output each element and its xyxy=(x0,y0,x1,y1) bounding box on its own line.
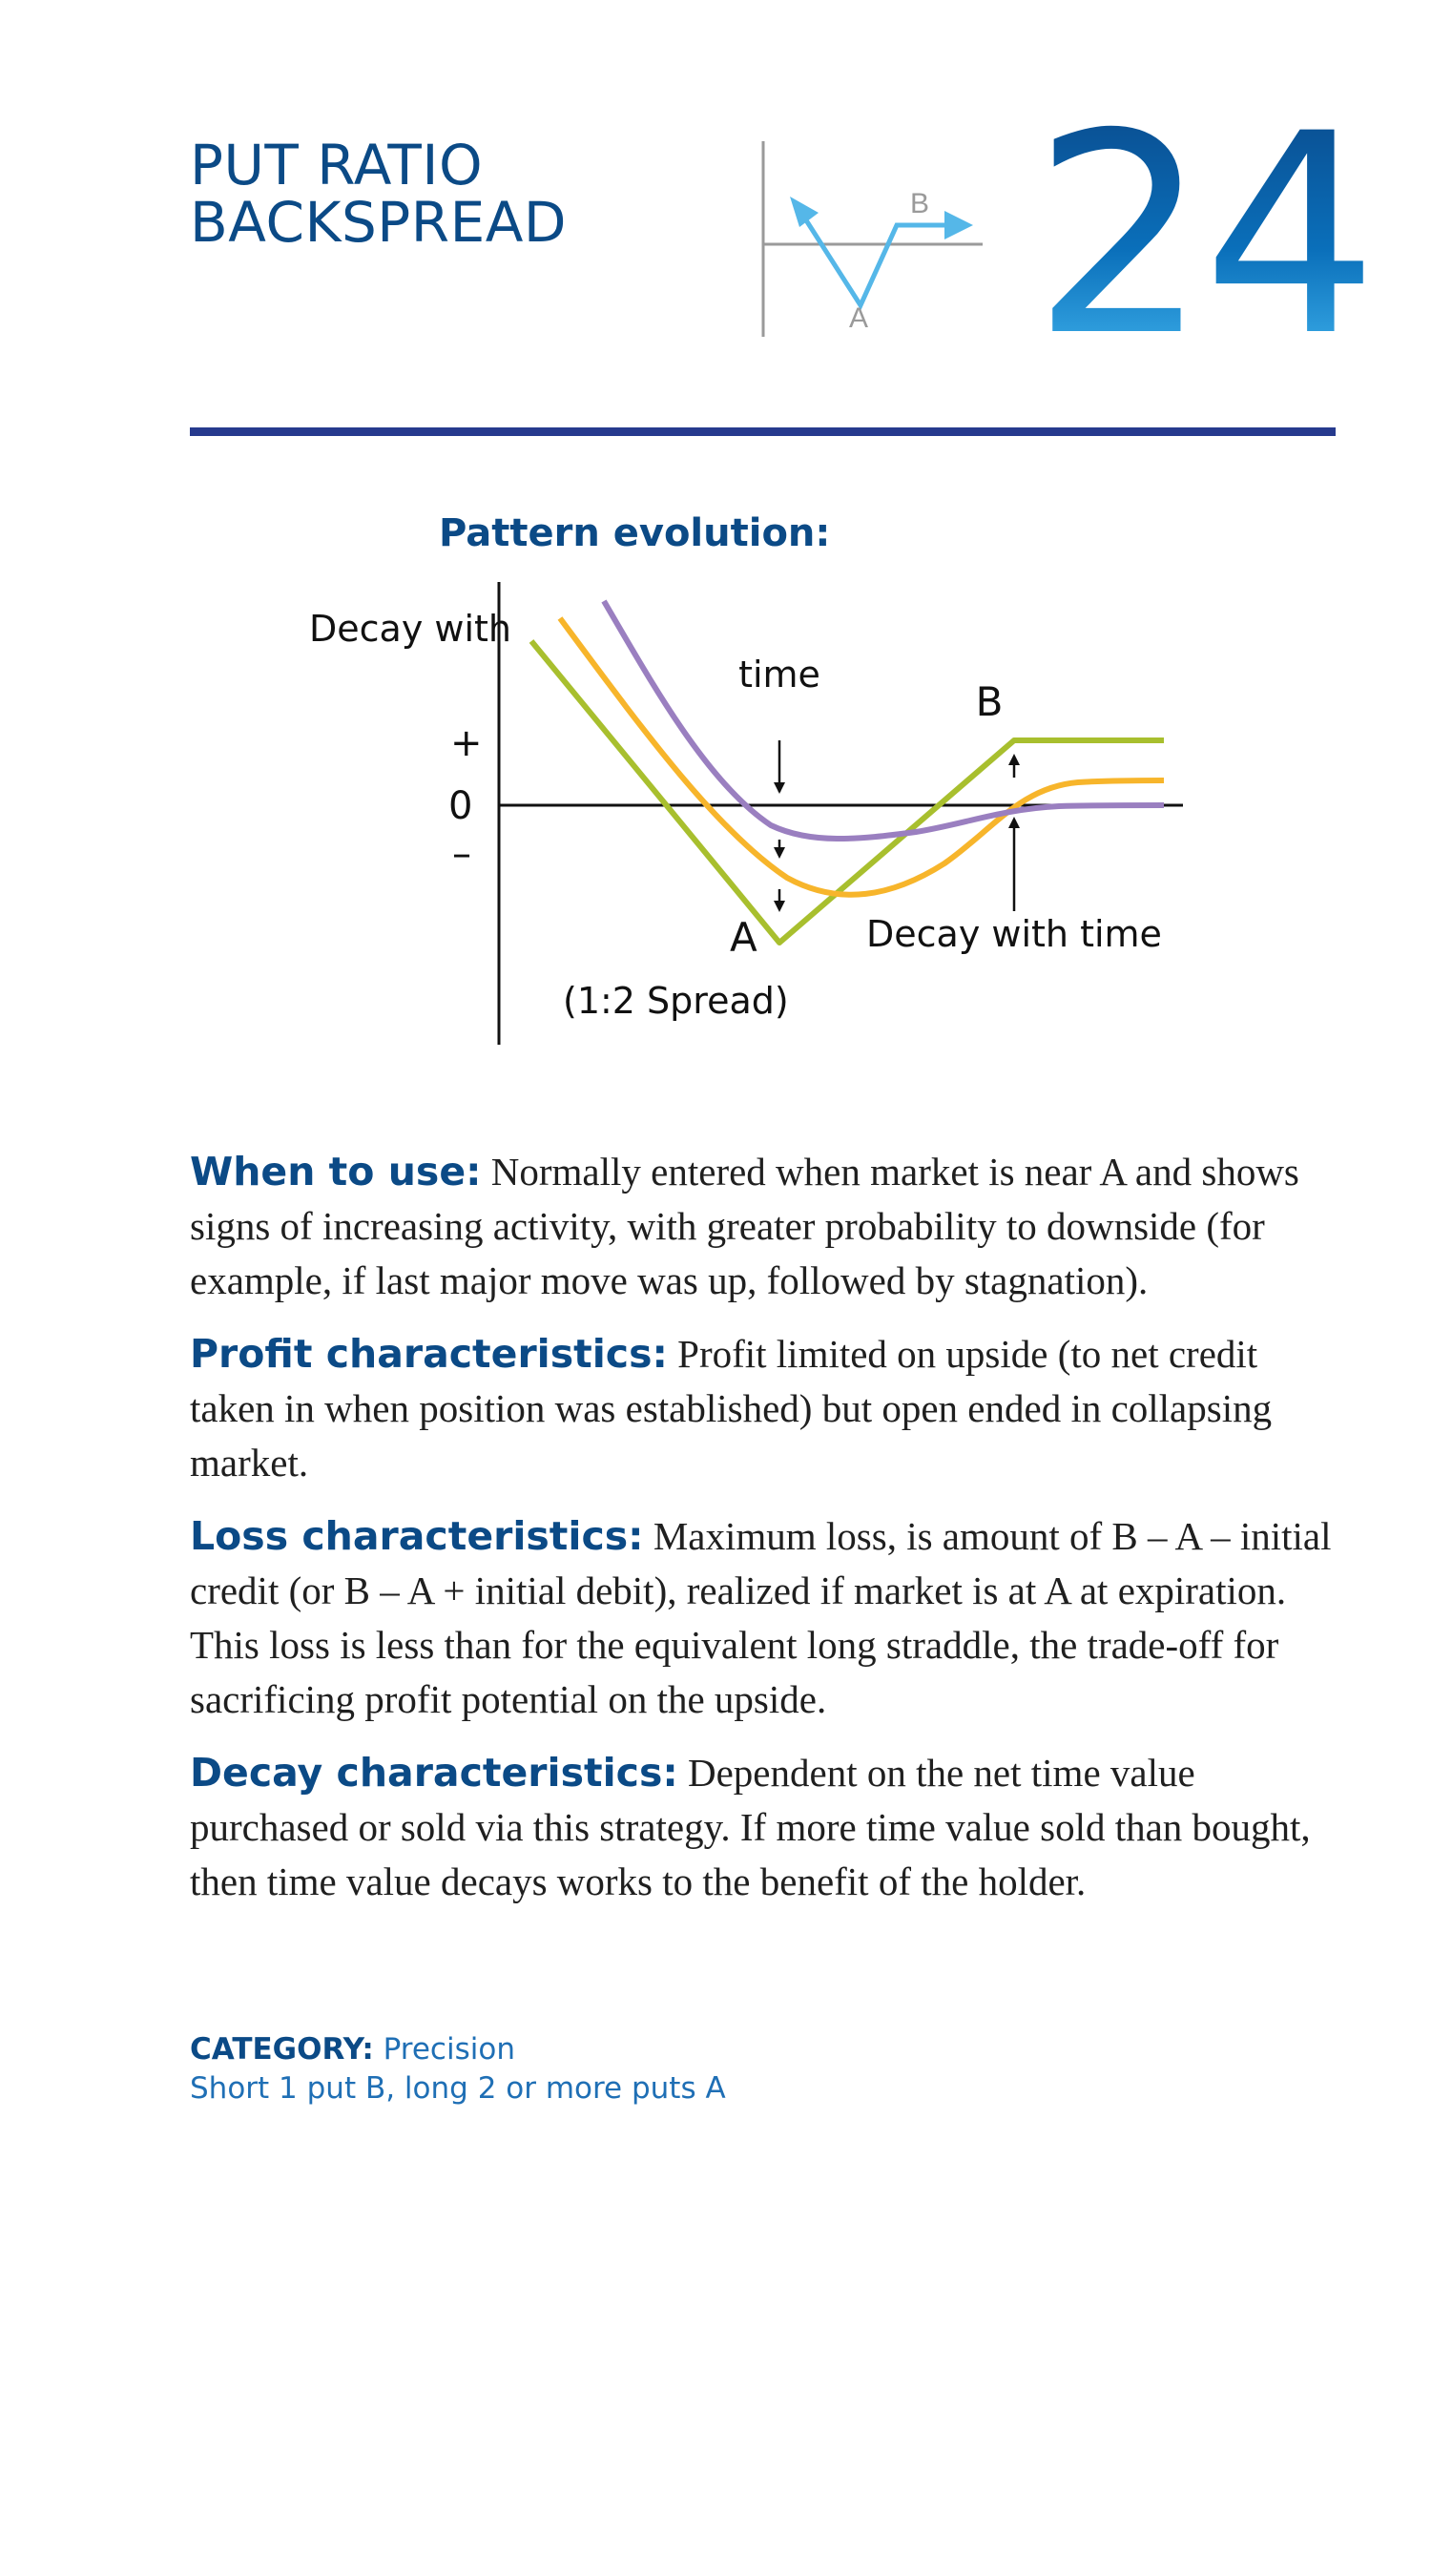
icon-label-b: B xyxy=(910,188,930,219)
pattern-icon xyxy=(754,141,1002,346)
header-divider xyxy=(190,427,1336,436)
category-label: CATEGORY: xyxy=(190,2032,374,2067)
category-block xyxy=(190,2030,726,2109)
section-when-to-use xyxy=(190,1145,1339,1308)
section-text: Profit limited on upside (to net credit taken in when position was established) but open ended in collapsing market. xyxy=(190,1332,1273,1485)
decay-bottom-label: Decay with time xyxy=(866,913,1162,955)
strategy-number: 24 xyxy=(1032,75,1374,397)
arrow-down-icon-3 xyxy=(774,901,785,912)
category-value: Precision xyxy=(383,2032,515,2067)
arrow-right-icon xyxy=(944,211,973,239)
label-plus: + xyxy=(450,721,483,765)
arrow-down-icon-2 xyxy=(774,847,785,859)
section-lead: When to use: xyxy=(190,1149,482,1195)
section-text: Maximum loss, is amount of B – A – initial credit (or B – A + initial debit), realized if market is at A at expiration. This loss is less than for the equivalent long straddle, the trade-off for sacrificing profit potential on the upside. xyxy=(190,1514,1332,1721)
chart-heading: Pattern evolution: xyxy=(439,511,831,555)
decay-top-line-2: time xyxy=(738,654,820,696)
section-lead: Loss characteristics: xyxy=(190,1513,644,1559)
section-loss xyxy=(190,1509,1339,1727)
arrow-left-icon xyxy=(790,197,819,227)
section-decay xyxy=(190,1746,1339,1909)
category-detail: Short 1 put B, long 2 or more puts A xyxy=(190,2071,726,2106)
section-lead: Profit characteristics: xyxy=(190,1331,668,1377)
section-profit xyxy=(190,1327,1339,1490)
strategy-description xyxy=(190,1145,1339,1928)
label-minus: – xyxy=(452,832,471,876)
label-zero: 0 xyxy=(448,784,473,828)
section-text: Dependent on the net time value purchased or sold via this strategy. If more time value sold than bought, then time value decays works to the benefit of the holder. xyxy=(190,1751,1311,1903)
section-text: Normally entered when market is near A and shows signs of increasing activity, with greater probability to downside (for example, if last major move was up, followed by stagnation). xyxy=(190,1150,1299,1302)
arrow-down-icon-1 xyxy=(774,782,785,794)
curve-expiration xyxy=(531,641,1164,943)
arrow-up-icon-1 xyxy=(1008,754,1020,765)
icon-label-a: A xyxy=(849,302,869,334)
title-line-2: BACKSPREAD xyxy=(190,190,568,255)
curve-early-decay xyxy=(604,601,1164,839)
arrow-up-icon-2 xyxy=(1008,817,1020,828)
page-title xyxy=(190,133,568,255)
section-lead: Decay characteristics: xyxy=(190,1750,678,1796)
chart-label-b: B xyxy=(975,678,1004,725)
decay-top-line-1: Decay with xyxy=(308,608,512,650)
chart-label-a: A xyxy=(730,914,757,961)
curve-mid-decay xyxy=(560,618,1164,895)
pattern-evolution-chart xyxy=(308,506,1202,1054)
title-line-1: PUT RATIO xyxy=(190,133,484,197)
spread-note: (1:2 Spread) xyxy=(563,980,789,1022)
